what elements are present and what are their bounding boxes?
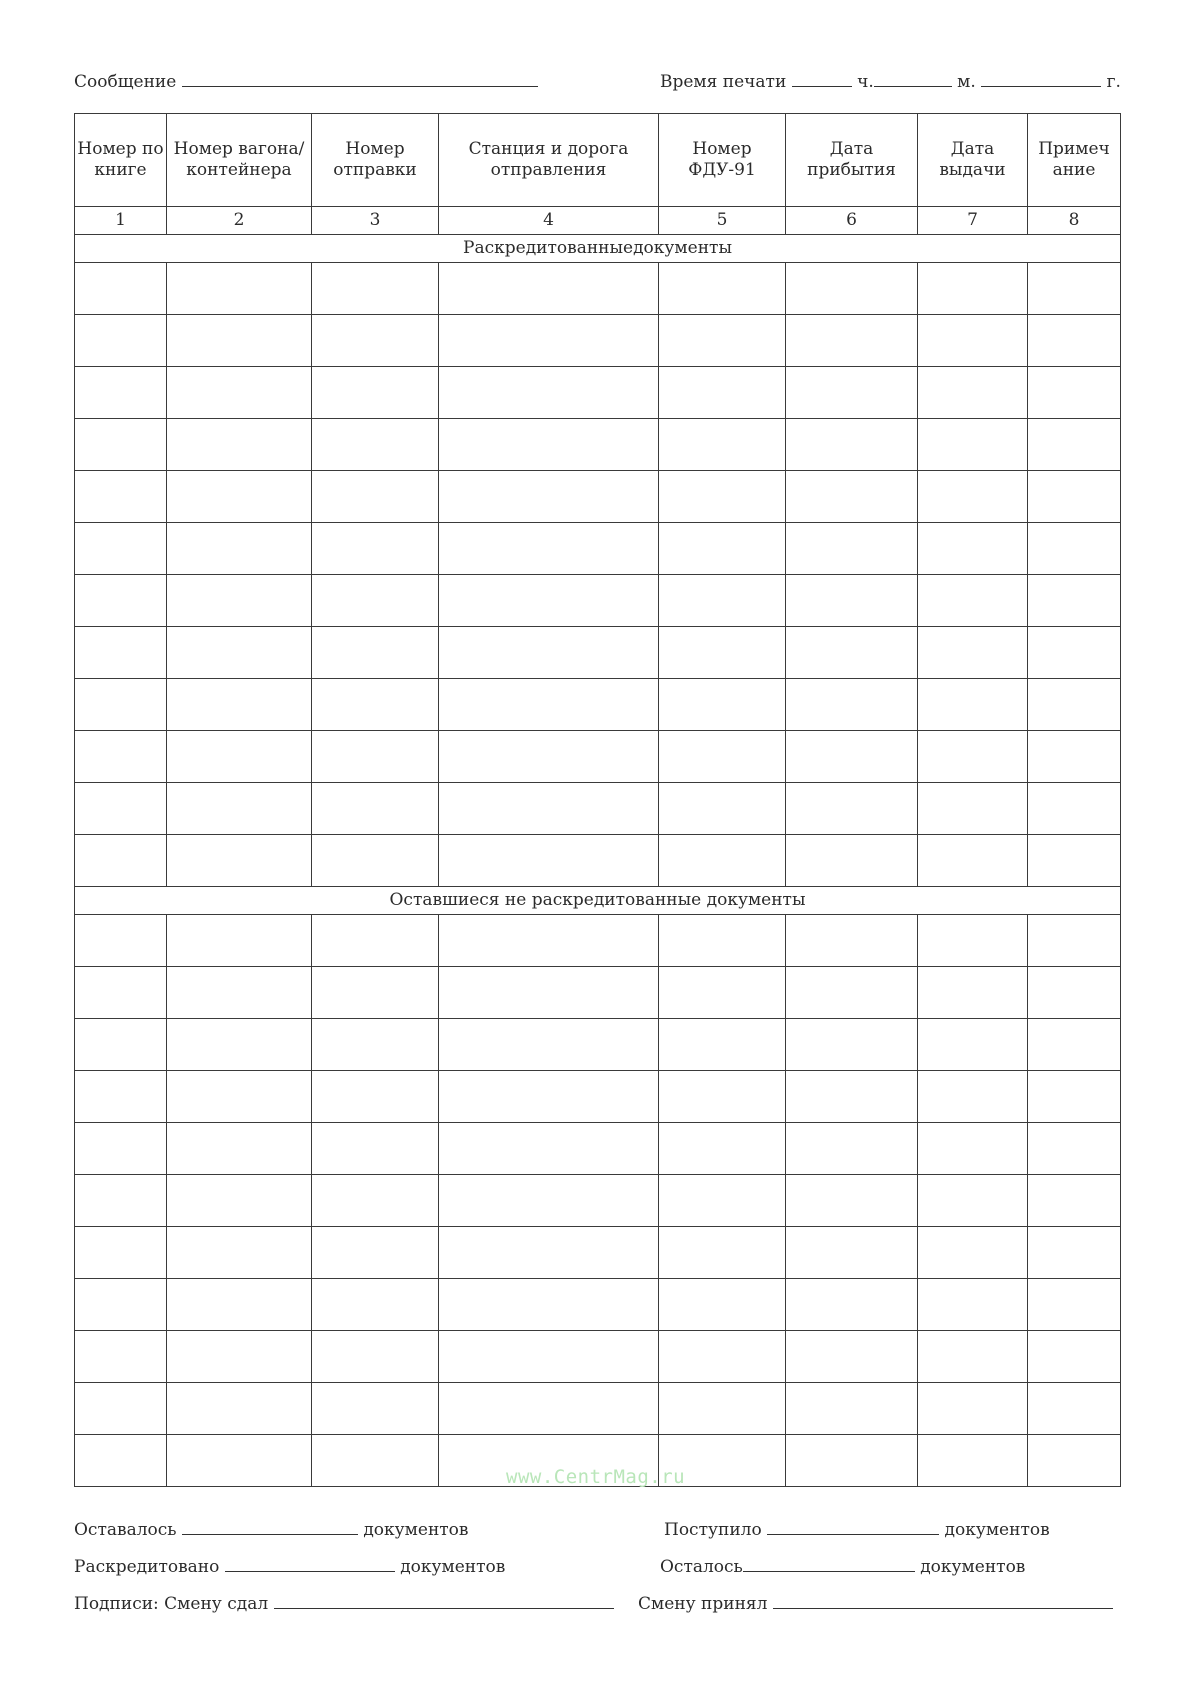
message-field[interactable] — [182, 72, 538, 87]
column-number: 8 — [1028, 207, 1121, 235]
message-line — [74, 72, 538, 92]
table-cell[interactable] — [167, 1435, 312, 1487]
accepted-field[interactable] — [773, 1594, 1113, 1609]
table-cell[interactable] — [1028, 575, 1121, 627]
table-cell[interactable] — [918, 1175, 1028, 1227]
table-cell[interactable] — [1028, 419, 1121, 471]
table-cell[interactable] — [659, 1279, 786, 1331]
table-cell[interactable] — [786, 367, 918, 419]
documents-word: документов — [944, 1520, 1050, 1540]
table-cell[interactable] — [1028, 523, 1121, 575]
table-cell[interactable] — [312, 367, 439, 419]
documents-word: документов — [400, 1557, 506, 1577]
table-cell[interactable] — [786, 1175, 918, 1227]
table-cell[interactable] — [918, 783, 1028, 835]
table-cell[interactable] — [167, 1071, 312, 1123]
column-number: 4 — [439, 207, 659, 235]
table-cell[interactable] — [439, 967, 659, 1019]
table-row — [75, 679, 1121, 731]
journal-table — [74, 113, 1121, 1487]
table-cell[interactable] — [918, 575, 1028, 627]
table-cell[interactable] — [312, 679, 439, 731]
table-cell[interactable] — [167, 1123, 312, 1175]
table-cell[interactable] — [1028, 367, 1121, 419]
table-cell[interactable] — [659, 1383, 786, 1435]
table-cell[interactable] — [659, 627, 786, 679]
table-cell[interactable] — [918, 835, 1028, 887]
table-cell[interactable] — [167, 1331, 312, 1383]
table-cell[interactable] — [167, 315, 312, 367]
table-cell[interactable] — [1028, 967, 1121, 1019]
table-cell[interactable] — [439, 679, 659, 731]
table-cell[interactable] — [786, 523, 918, 575]
table-cell[interactable] — [918, 679, 1028, 731]
credited-line — [74, 1557, 505, 1577]
table-row — [75, 523, 1121, 575]
signatures-label: Подписи: Смену сдал — [74, 1594, 269, 1614]
table-cell[interactable] — [659, 1175, 786, 1227]
table-cell[interactable] — [75, 783, 167, 835]
remained-line — [74, 1520, 468, 1540]
col-header-wagon-number: Номер вагона/ контейнера — [167, 114, 312, 207]
table-cell[interactable] — [1028, 915, 1121, 967]
table-cell[interactable] — [918, 367, 1028, 419]
table-cell[interactable] — [75, 1019, 167, 1071]
table-cell[interactable] — [786, 1331, 918, 1383]
minute-field[interactable] — [874, 72, 952, 87]
table-cell[interactable] — [918, 627, 1028, 679]
table-cell[interactable] — [786, 967, 918, 1019]
table-cell[interactable] — [1028, 1175, 1121, 1227]
documents-word: документов — [363, 1520, 469, 1540]
message-label: Сообщение — [74, 72, 177, 92]
table-cell[interactable] — [312, 731, 439, 783]
table-cell[interactable] — [167, 1279, 312, 1331]
table-cell[interactable] — [1028, 1279, 1121, 1331]
table-cell[interactable] — [659, 1019, 786, 1071]
table-cell[interactable] — [75, 1279, 167, 1331]
table-cell[interactable] — [918, 1019, 1028, 1071]
table-row — [75, 1019, 1121, 1071]
table-row — [75, 419, 1121, 471]
table-cell[interactable] — [1028, 1383, 1121, 1435]
table-cell[interactable] — [1028, 783, 1121, 835]
table-cell[interactable] — [75, 967, 167, 1019]
table-cell[interactable] — [75, 1227, 167, 1279]
table-cell[interactable] — [312, 1123, 439, 1175]
table-header-row — [75, 114, 1121, 207]
table-cell[interactable] — [1028, 679, 1121, 731]
table-cell[interactable] — [75, 523, 167, 575]
table-cell[interactable] — [75, 315, 167, 367]
table-cell[interactable] — [918, 731, 1028, 783]
table-cell[interactable] — [75, 1383, 167, 1435]
table-cell[interactable] — [439, 1019, 659, 1071]
table-row — [75, 315, 1121, 367]
section-row-credited — [75, 235, 1121, 263]
table-cell[interactable] — [786, 315, 918, 367]
table-cell[interactable] — [167, 1227, 312, 1279]
table-cell[interactable] — [918, 419, 1028, 471]
table-row — [75, 1383, 1121, 1435]
credited-rows — [75, 263, 1121, 887]
table-cell[interactable] — [167, 419, 312, 471]
table-cell[interactable] — [75, 575, 167, 627]
table-cell[interactable] — [1028, 1123, 1121, 1175]
table-cell[interactable] — [786, 679, 918, 731]
table-cell[interactable] — [312, 1331, 439, 1383]
left-field[interactable] — [743, 1557, 915, 1572]
table-cell[interactable] — [918, 523, 1028, 575]
table-cell[interactable] — [439, 1123, 659, 1175]
table-cell[interactable] — [439, 915, 659, 967]
remained-label: Оставалось — [74, 1520, 177, 1540]
column-number: 7 — [918, 207, 1028, 235]
table-cell[interactable] — [1028, 315, 1121, 367]
left-line — [660, 1557, 1025, 1577]
table-cell[interactable] — [439, 315, 659, 367]
table-cell[interactable] — [75, 1175, 167, 1227]
col-header-arrival-date: Дата прибытия — [786, 114, 918, 207]
table-cell[interactable] — [167, 1175, 312, 1227]
table-cell[interactable] — [918, 915, 1028, 967]
table-cell[interactable] — [786, 471, 918, 523]
table-cell[interactable] — [1028, 731, 1121, 783]
table-row — [75, 1227, 1121, 1279]
table-cell[interactable] — [167, 679, 312, 731]
hour-field[interactable] — [792, 72, 852, 87]
table-cell[interactable] — [312, 835, 439, 887]
table-cell[interactable] — [167, 471, 312, 523]
table-cell[interactable] — [786, 835, 918, 887]
table-cell[interactable] — [75, 471, 167, 523]
table-cell[interactable] — [1028, 835, 1121, 887]
remained-field[interactable] — [182, 1520, 358, 1535]
column-number: 1 — [75, 207, 167, 235]
table-cell[interactable] — [312, 1279, 439, 1331]
table-row — [75, 575, 1121, 627]
table-cell[interactable] — [167, 1019, 312, 1071]
table-cell[interactable] — [75, 731, 167, 783]
column-number-row — [75, 207, 1121, 235]
table-cell[interactable] — [918, 315, 1028, 367]
left-label: Осталось — [660, 1557, 743, 1577]
table-cell[interactable] — [167, 523, 312, 575]
table-cell[interactable] — [167, 783, 312, 835]
col-header-book-number: Номер по книге — [75, 114, 167, 207]
table-cell[interactable] — [786, 419, 918, 471]
table-cell[interactable] — [312, 783, 439, 835]
watermark: www.CentrMag.ru — [506, 1466, 686, 1488]
received-line — [664, 1520, 1050, 1540]
remaining-rows — [75, 915, 1121, 1487]
table-cell[interactable] — [167, 915, 312, 967]
column-number: 3 — [312, 207, 439, 235]
table-cell[interactable] — [918, 471, 1028, 523]
table-cell[interactable] — [75, 419, 167, 471]
table-cell[interactable] — [439, 1175, 659, 1227]
table-cell[interactable] — [312, 1175, 439, 1227]
table-cell[interactable] — [439, 419, 659, 471]
table-cell[interactable] — [659, 523, 786, 575]
table-cell[interactable] — [75, 1123, 167, 1175]
documents-word: документов — [920, 1557, 1026, 1577]
table-cell[interactable] — [167, 627, 312, 679]
table-cell[interactable] — [918, 1071, 1028, 1123]
table-cell[interactable] — [312, 575, 439, 627]
table-cell[interactable] — [439, 1279, 659, 1331]
signatures-line — [74, 1594, 614, 1614]
section-title-remaining: Оставшиеся не раскредитованные документы — [75, 887, 1121, 915]
table-cell[interactable] — [75, 367, 167, 419]
table-row — [75, 783, 1121, 835]
table-row — [75, 471, 1121, 523]
credited-label: Раскредитовано — [74, 1557, 220, 1577]
table-cell[interactable] — [167, 967, 312, 1019]
table-cell[interactable] — [659, 315, 786, 367]
table-cell[interactable] — [439, 367, 659, 419]
hour-label: ч. — [857, 72, 874, 92]
col-header-issue-date: Дата выдачи — [918, 114, 1028, 207]
table-cell[interactable] — [786, 915, 918, 967]
table-cell[interactable] — [75, 627, 167, 679]
table-cell[interactable] — [439, 575, 659, 627]
table-cell[interactable] — [786, 1435, 918, 1487]
table-cell[interactable] — [75, 679, 167, 731]
table-row — [75, 367, 1121, 419]
col-header-dispatch-number: Номер отправки — [312, 114, 439, 207]
table-row — [75, 1331, 1121, 1383]
table-cell[interactable] — [312, 1019, 439, 1071]
table-cell[interactable] — [312, 419, 439, 471]
table-row — [75, 1123, 1121, 1175]
table-row — [75, 967, 1121, 1019]
table-cell[interactable] — [659, 967, 786, 1019]
table-cell[interactable] — [439, 1331, 659, 1383]
table-cell[interactable] — [439, 731, 659, 783]
received-label: Поступило — [664, 1520, 762, 1540]
table-cell[interactable] — [1028, 1019, 1121, 1071]
accepted-label: Смену принял — [638, 1594, 768, 1614]
table-row — [75, 1071, 1121, 1123]
table-cell[interactable] — [659, 575, 786, 627]
table-cell[interactable] — [659, 679, 786, 731]
table-cell[interactable] — [1028, 1071, 1121, 1123]
table-cell[interactable] — [659, 783, 786, 835]
year-label: г. — [1106, 72, 1121, 92]
table-cell[interactable] — [439, 1227, 659, 1279]
table-cell[interactable] — [786, 1383, 918, 1435]
section-row-remaining — [75, 887, 1121, 915]
table-cell[interactable] — [659, 1123, 786, 1175]
print-time-label: Время печати — [660, 72, 787, 92]
table-cell[interactable] — [312, 1383, 439, 1435]
table-cell[interactable] — [312, 967, 439, 1019]
table-row — [75, 731, 1121, 783]
table-cell[interactable] — [786, 575, 918, 627]
table-row — [75, 1175, 1121, 1227]
table-cell[interactable] — [659, 367, 786, 419]
year-field[interactable] — [981, 72, 1101, 87]
table-cell[interactable] — [659, 419, 786, 471]
table-cell[interactable] — [439, 523, 659, 575]
table-cell[interactable] — [786, 1071, 918, 1123]
table-cell[interactable] — [1028, 263, 1121, 315]
section-title-credited: Раскредитованныедокументы — [75, 235, 1121, 263]
table-cell[interactable] — [75, 1071, 167, 1123]
table-cell[interactable] — [312, 627, 439, 679]
table-cell[interactable] — [786, 1123, 918, 1175]
table-cell[interactable] — [659, 1331, 786, 1383]
table-cell[interactable] — [1028, 1435, 1121, 1487]
col-header-station: Станция и дорога отправления — [439, 114, 659, 207]
table-cell[interactable] — [167, 835, 312, 887]
col-header-note: Примеч ание — [1028, 114, 1121, 207]
table-cell[interactable] — [659, 1071, 786, 1123]
table-cell[interactable] — [167, 731, 312, 783]
table-cell[interactable] — [918, 1331, 1028, 1383]
table-cell[interactable] — [439, 835, 659, 887]
table-cell[interactable] — [439, 1071, 659, 1123]
table-cell[interactable] — [786, 1019, 918, 1071]
column-number: 6 — [786, 207, 918, 235]
table-cell[interactable] — [786, 263, 918, 315]
table-cell[interactable] — [659, 731, 786, 783]
table-cell[interactable] — [75, 263, 167, 315]
table-row — [75, 263, 1121, 315]
table-cell[interactable] — [167, 367, 312, 419]
table-cell[interactable] — [312, 263, 439, 315]
table-cell[interactable] — [786, 1227, 918, 1279]
print-time-line — [660, 72, 1121, 92]
table-cell[interactable] — [786, 1279, 918, 1331]
minute-label: м. — [957, 72, 976, 92]
table-cell[interactable] — [1028, 471, 1121, 523]
table-cell[interactable] — [167, 263, 312, 315]
table-cell[interactable] — [312, 1071, 439, 1123]
table-cell[interactable] — [786, 731, 918, 783]
credited-field[interactable] — [225, 1557, 395, 1572]
table-cell[interactable] — [659, 915, 786, 967]
table-cell[interactable] — [75, 1331, 167, 1383]
table-cell[interactable] — [312, 1435, 439, 1487]
table-cell[interactable] — [918, 1123, 1028, 1175]
table-cell[interactable] — [439, 263, 659, 315]
table-cell[interactable] — [659, 1227, 786, 1279]
table-cell[interactable] — [167, 1383, 312, 1435]
table-cell[interactable] — [75, 915, 167, 967]
table-row — [75, 627, 1121, 679]
handed-over-field[interactable] — [274, 1594, 614, 1609]
table-cell[interactable] — [918, 1435, 1028, 1487]
column-number: 2 — [167, 207, 312, 235]
table-cell[interactable] — [786, 627, 918, 679]
table-row — [75, 915, 1121, 967]
table-cell[interactable] — [439, 471, 659, 523]
table-cell[interactable] — [312, 1227, 439, 1279]
table-cell[interactable] — [1028, 1227, 1121, 1279]
table-cell[interactable] — [312, 915, 439, 967]
table-cell[interactable] — [659, 471, 786, 523]
col-header-fdu-number: Номер ФДУ-91 — [659, 114, 786, 207]
table-cell[interactable] — [439, 627, 659, 679]
table-cell[interactable] — [918, 1383, 1028, 1435]
table-cell[interactable] — [75, 835, 167, 887]
column-number: 5 — [659, 207, 786, 235]
table-cell[interactable] — [439, 783, 659, 835]
table-cell[interactable] — [312, 315, 439, 367]
table-row — [75, 835, 1121, 887]
table-cell[interactable] — [1028, 627, 1121, 679]
table-cell[interactable] — [659, 835, 786, 887]
table-cell[interactable] — [312, 523, 439, 575]
table-cell[interactable] — [918, 1279, 1028, 1331]
table-cell[interactable] — [918, 967, 1028, 1019]
table-cell[interactable] — [1028, 1331, 1121, 1383]
table-cell[interactable] — [786, 783, 918, 835]
received-field[interactable] — [767, 1520, 939, 1535]
table-row — [75, 1279, 1121, 1331]
table-cell[interactable] — [918, 263, 1028, 315]
table-cell[interactable] — [167, 575, 312, 627]
accepted-line — [638, 1594, 1113, 1614]
table-cell[interactable] — [312, 471, 439, 523]
table-cell[interactable] — [918, 1227, 1028, 1279]
table-cell[interactable] — [659, 263, 786, 315]
table-cell[interactable] — [439, 1383, 659, 1435]
table-cell[interactable] — [75, 1435, 167, 1487]
